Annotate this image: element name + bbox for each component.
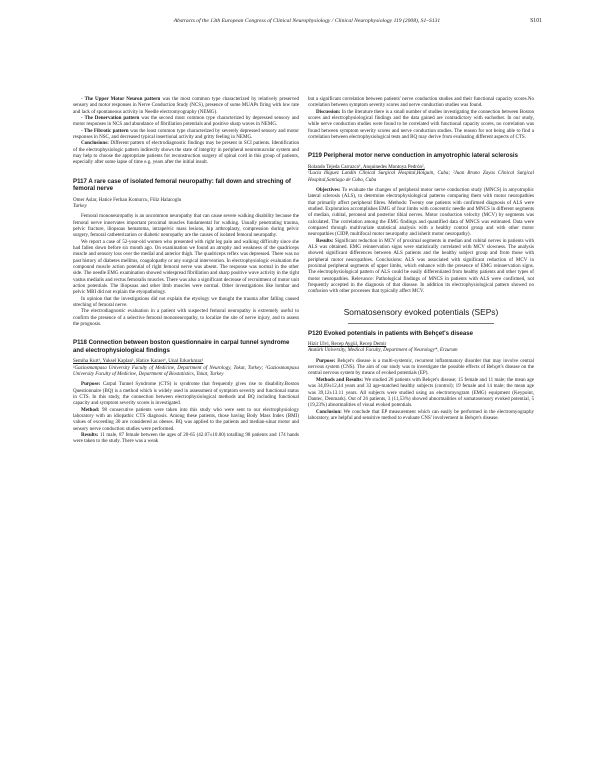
results-text: 11 male, 87 female between the ages of 20-65 (42.07±10.00) totalling 98 patients and 174 hands were taken to the study. There was a weak: [73, 432, 299, 445]
pattern-text: was the second most common type characterized by depressed sensory and motor responses in NCS and abundance of fibrillation potentials and positive sharp waves in NEMG.: [73, 115, 299, 128]
authors-p119: Rolando Tejeda Carrazco¹, Anquinedes Montoya Pedrón²,: [308, 163, 425, 170]
results-head: Results:: [81, 432, 99, 439]
pattern-head: - The Denervation pattern: [81, 115, 140, 122]
paragraph: The electrodiagnostic evaluation in a patient with suspected femoral neuropathy is extremely useful to confirm the presence of a selective femoral mononeuropathy, to localize the site of nerve injury, and to assess the prognosis.: [73, 308, 299, 328]
purpose-text: Behçet's disease is a multi-systemic, recurrent inflammatory disorder that may involve central nervous system (CNS). The aim of our study was to investigate the possible effects of Behçet's disease on the central nervous system by means of evoked potentials (EP).: [308, 357, 535, 377]
pattern-text: was the most common type characterized by relatively preserved sensory and motor responses in Nerve Conduction Study (NCS), presence of some MUAPs firing with low rate and lack of spontaneous activity in Needle electromyography (NEMG).: [73, 96, 299, 115]
affiliation-p119: ¹Lucía Iñiguez Landín Clinical Surgical Hospital,Holguín, Cuba; ²Juan Bruno Zayas Clinical Surgical Hospital,Santiago de Cuba, Cuba: [308, 170, 534, 183]
conclusion-text: We conclude that EP measurement which can easily be performed in the electromyography laboratory, are helpful and sensitive method to evaluate CNS' involvement in Behçet's disease.: [308, 408, 534, 421]
results-text: Significant reduction in MCV of proximal segments in median and cubital nerves in patients with ALS was obtained. EMG reinnervation signs were statistically correlated with MCV slowness. The analysis showed significant differences between ALS patients and the healthy subject group and from those with peripheral motor neuropathies. Conclusions: ALS was associated with significant reduction of MCV in proximal peripheral segments of upper limbs, which enhance with the presence of EMG reinnervation signs. The electrophysiological pattern of ALS could be easily differentiated from healthy patients and other types of motor neuropathies. Relevance: Pathological findings of MNCS in patients with ALS were confirmed, not frequently accepted in the diagnosis of that disease. In addition its electrophysiological pattern showed no confusion with other processes that typically affect MCV.: [308, 237, 534, 295]
discussion-head: Discussion:: [316, 108, 341, 115]
conclusion-head: Conclusion:: [316, 408, 342, 415]
affiliation-p120: Atatürk University, Medical Faculty, Department of Neurology*, Erzurum: [308, 347, 458, 354]
pattern-head: - The Upper Motor Neuron pattern: [81, 96, 161, 102]
pattern-head: - The Fibrotic pattern: [81, 127, 129, 134]
methods-text: We studied 26 patients with Behçet's disease; 15 female and 11 male; the mean age was 34,69±12,44 years and 33 age-matched healthy subjects (control); 19 female and 14 male; the mean age was 39,12±13.11 years. All subjects were studied using an electromyogram (EMG) equipment (Keypoint, Dantec, Denmark). Out of 26 patients, 3 (11,53%) showed abnormalities of somatosensory evoked potential, 5 (19,23%) abnormalities of visual evoked potentials.: [308, 376, 534, 409]
authors-p117: Omer Aslar, Hatice Ferhan Komurcu, Filiz Halacoglu: [73, 196, 182, 203]
abstract-title-p118: P118 Connection between boston questionnaire in carpal tunnel syndrome and electrophysiological findings: [73, 339, 290, 354]
paragraph: Femoral mononeuropathy is an uncommon neuropathy that can cause severe walking disability because the femoral nerve innervates important proximal muscles fundamental for walking. Usually penetrating trauma, pelvic fracture, iliopsoas hematoma, intrapelvic mass lesions, hip arthroplasty, compression during pelvic surgery, femoral catheterization or diabetic neuropathy are the causes of isolated femoral neuropathy.: [73, 213, 299, 239]
authors-p120: Hizir Ulvi, Recep Aygül, Recep Demir: [308, 341, 387, 348]
abstract-title-p119: P119 Peripheral motor nerve conduction in amyotrophic lateral sclerosis: [308, 152, 518, 160]
objectives-head: Objectives:: [316, 186, 341, 193]
method-head: Method:: [81, 406, 100, 413]
methods-head: Methods and Results:: [316, 376, 364, 383]
paragraph: but a significant correlation between patients' nerve conduction studies and their functional capacity scores.No correlation between symptom severity scores and nerve conduction studies was found.: [308, 96, 534, 109]
purpose-head: Purpose:: [81, 381, 101, 388]
purpose-text: Carpal Tunnel Syndrome (CTS) is syndrome that frequently gives rise to disability.Boston Questionnaire (BQ) is a method which is widely used in assessment of symptom severity and functional status in CTS. In this study, the connection between electrophysiological methods and BQ including functional capacity and symptom severity scores is investigated.: [73, 381, 299, 407]
running-head: Abstracts of the 13th European Congress of Clinical Neurophysiology / Clinical Neurophysiology 119 (2008), S1–S131: [173, 18, 441, 24]
abstract-title-p120: P120 Evoked potentials in patients with Behçet's disease: [308, 329, 474, 337]
affiliation-p117: Turkey: [73, 202, 87, 209]
right-column: [308, 96, 534, 421]
discussion-text: In the literature there is a small number of studies investigating the connection between Boston scores and electrophysiological findings and the data gained are contradictory with eachother. In our study, while nerve conduction studies were found to be correlated with functional capacity scores, no correlation was found between symptom severity scores and nerve conduction studies. The reason for not being able to find a correlation between electrophysiological tests and BQ may derive from evaluating different aspects of CTS.: [308, 108, 535, 141]
pattern-text: was the least common type characterized by severely depressed sensory and motor responses in NSC, and decreased typical insertional activity and gritty feeling in NEMG.: [73, 127, 299, 141]
page-number: S101: [530, 18, 542, 24]
section-heading: Somatosensory evoked potentials (SEPs): [343, 306, 499, 317]
affiliation-p118: ¹Gaziosmanpasa University Faculty of Medicine, Department of Neurology, Tokat, Turkey; ²Gaziosmanpasa University Faculty of Medicine, Department of Biostatistics, Tokat, Turkey: [73, 364, 299, 377]
conclusions-head: Conclusions:: [81, 140, 109, 147]
conclusions-text: Different pattern of electrodiagnostic findings may be present in SCI patients. Identification of the electrophysiologic pattern indirectly shows the state of integrity in peripheral neuromuscular system and may help to choose the appropriate patients for reconstruction surgery of spinal cord in this group of patients, especially after some lapse of time e.g. years after the initial insult.: [73, 140, 300, 166]
paragraph: In opinion that the investigations did not explain the etyology we thought the trauma after falling caused streching of femoral nerve.: [73, 295, 299, 309]
section-divider: [348, 323, 494, 324]
left-column: [73, 96, 299, 445]
abstract-title-p117: P117 A rare case of isolated femoral neuropathy: fall down and streching of femoral nerve: [73, 177, 291, 193]
results-head: Results:: [316, 237, 334, 244]
method-text: 98 consecutive patients were taken into this study who were sent to our electrophysiology laboratory with an idiopathic CTS diagnosis. Among these patients, those having Body Mass Index (BMI) values of exceeding 30 are considered as obeses. BQ was applied to the patients and median-ulnar motor and sensory nerve conduction studies were performed.: [73, 406, 299, 432]
purpose-head: Purpose:: [316, 357, 336, 364]
authors-p118: Semiha Kurt¹, Yuksel Kaplan¹, Hatice Karaer¹, Unal Erkorkmaz²: [73, 358, 204, 365]
paragraph: We report a case of 52-year-old women who presented with right leg pain and walking difficulty since she had fallen down before six month ago. On examination we found an atrophy and weakness of the quadriceps muscle and sensory loss over the medial and anterior thigh. The quadriceps reflex was depressed. There was no past history of diabetes mellitus, coagulopathy or any surgical intervention. In electrophysiologic evaluation the compound muscle action potential of right femoral nerve was absent. The response was normal in the other side. The needle EMG examination showed widespread fibrillation and sharp positive wave activity in the right vastus medialis and rectus femoralis muscles. There was also a significant decrease of recruitment of motor unit action potentials. The iliopsoas and other limb muscles were normal. Other investigations like lombar and pelvic MRI did not explain the etyopathology.: [73, 238, 299, 296]
objectives-text: To evaluate the changes of peripheral motor nerve conduction study (MNCS) in amyotrophic lateral sclerosis (ALS), to determine electrophysiological patterns comparing them with motor neuropathies that primarily affect peripheral fibres. Methods: Twenty one patients with confirmed diagnosis of ALS were studied. Exploration accomplishes EMG of four limbs with concentric needle and MNCS in different segments of median, cubital, peroneal and posterior tibial nerves. Motor conduction velocity (MCV) by segments was calculated. The correlation among the EMG findings and quantified data of MNCS was estimated. Data were compared through multivariate statistical analysis with a healthy control group and with other motor neuropathies (CIDP, multifocal motor neuropathy and isherit motor neuropathy).: [308, 186, 534, 238]
